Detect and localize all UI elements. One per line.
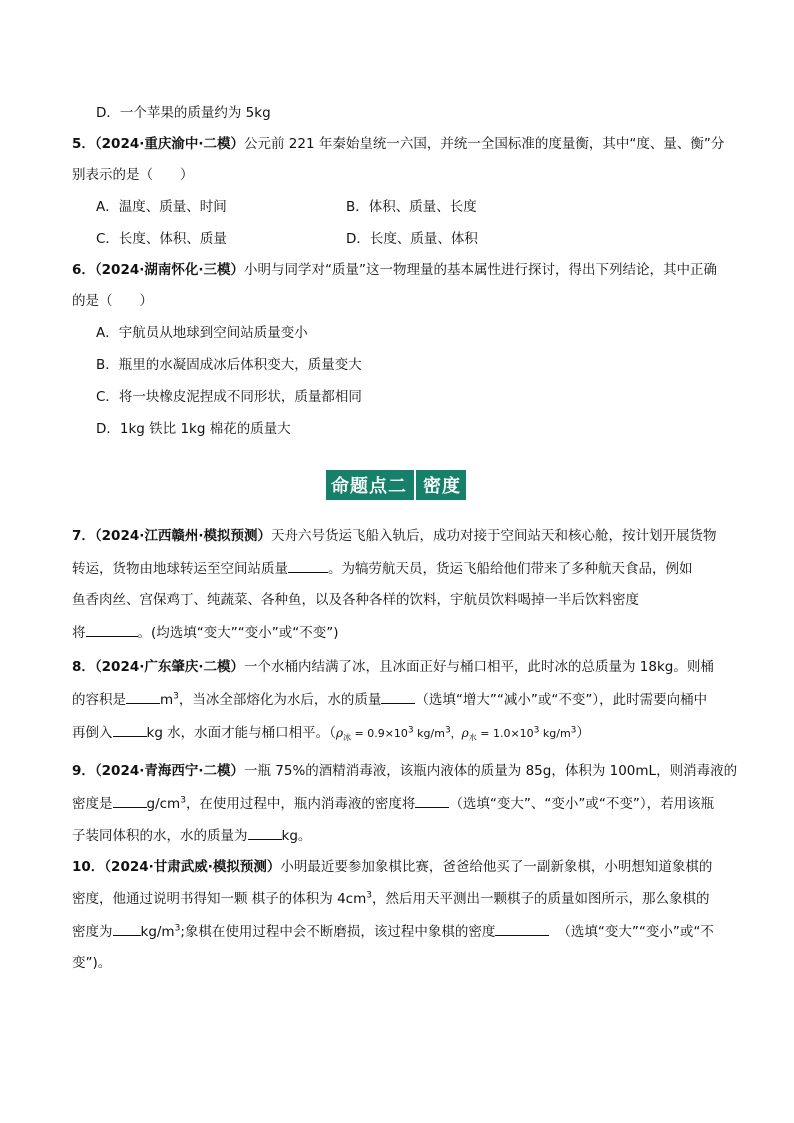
q9-stem-text-2b: ，在使用过程中，瓶内消毒液的密度将 [185,796,416,812]
q8-stem-text-3b: kg 水，水面才能与桶口相平。（ [146,725,336,741]
q8-blank-2[interactable] [381,689,415,704]
q9-blank-3[interactable] [248,825,282,840]
q8-stem-text-2a: 的容积是 [72,692,126,708]
q6-source: （2024·湖南怀化·三模） [94,262,244,278]
q8-rho-water-value: = 1.0×10 [476,727,534,740]
q10-unit: kg/m [140,924,175,940]
section-heading-divider [412,470,418,500]
q8-stem-text-3a: 再倒入 [72,725,113,741]
q9-stem-line-1 [72,761,737,781]
q8-stem-text-1: 一个水桶内结满了冰，且冰面正好与桶口相平，此时冰的总质量为 18kg。则桶 [244,659,714,675]
q8-rho-ice: ρ [335,726,343,740]
q9-stem-line-2 [72,793,714,814]
section-heading-right: 密度 [418,470,466,500]
q10-stem-line-2 [72,889,709,909]
q8-formula-sep: ， [450,727,462,740]
q5-option-d: D．长度、质量、体积 [346,231,478,247]
q8-rho-ice-value: = 0.9×10 [351,727,408,740]
q9-blank-1[interactable] [113,793,147,808]
q8-rho-ice-exp: 3 [407,725,414,736]
q10-blank-1[interactable] [113,921,141,936]
q8-rho-ice-unit: kg/m [413,727,445,740]
q7-stem-line-4 [72,622,339,643]
q8-density-formula [335,725,577,743]
q9-stem-text-2a: 密度是 [72,796,113,812]
q7-blank-2[interactable] [86,622,138,637]
q7-source: （2024·江西赣州·模拟预测） [94,528,271,544]
q8-rho-water-unit-exp: 3 [570,725,577,736]
q8-rho-water-unit: kg/m [539,727,571,740]
q10-source: （2024·甘肃武威·模拟预测） [104,859,281,875]
q8-rho-water-exp: 3 [533,725,540,736]
q8-rho-water: ρ [461,726,469,740]
q8-rho-water-sub: 水 [468,733,477,743]
section-heading [326,470,466,500]
q8-stem-text-2b: ，当冰全部熔化为水后，水的质量 [178,692,382,708]
q10-number: 10． [72,859,105,875]
q6-number: 6． [72,262,95,278]
q5-option-c: C．长度、体积、质量 [96,231,227,247]
q7-number: 7． [72,528,95,544]
q6-option-d: D．1kg 铁比 1kg 棉花的质量大 [96,421,291,437]
q9-number: 9． [72,763,95,779]
q10-stem-text-2b: ，然后用天平测出一颗棋子的质量如图所示，那么象棋的 [371,891,710,907]
q8-rho-ice-sub: 冰 [343,733,351,743]
q6-stem-line-1 [72,260,717,280]
q6-option-a: A．宇航员从地球到空间站质量变小 [96,325,308,341]
q10-volume-exp: 3 [366,890,372,901]
q7-blank-1[interactable] [288,558,328,573]
q8-stem-text-2c: （选填“增大”“减小”或“不变”），此时需要向桶中 [415,692,708,708]
q7-stem-text-4a: 将 [72,625,86,641]
q7-stem-text-4b: 。(均选填“变大”“变小”或“不变”) [137,625,339,641]
q10-blank-2[interactable] [495,921,549,936]
q8-source: （2024·广东肇庆·二模） [94,659,244,675]
q8-stem-line-3 [72,722,590,748]
q5-option-b: B．体积、质量、长度 [346,199,477,215]
q9-stem-line-3 [72,825,311,846]
q8-number: 8． [72,659,95,675]
q7-stem-text-2b: 。为犒劳航天员，货运飞船给他们带来了多种航天食品，例如 [328,561,693,577]
q8-formula-close: ） [576,725,590,741]
q5-stem-text-1: 公元前 221 年秦始皇统一六国，并统一全国标准的度量衡，其中“度、量、衡”分 [244,136,725,152]
q5-option-a: A．温度、质量、时间 [96,199,227,215]
q9-source: （2024·青海西宁·二模） [94,763,244,779]
q7-stem-line-2 [72,558,693,579]
q8-blank-1[interactable] [126,689,160,704]
q10-unit-exp: 3 [174,923,181,934]
q5-source: （2024·重庆渝中·二模） [94,136,244,152]
q10-stem-text-3c: ;象棋在使用过程中会不断磨损，该过程中象棋的密度 [180,924,496,940]
q9-unit-exp: 3 [180,795,186,806]
q7-stem-line-1 [72,526,717,546]
q6-option-c: C．将一块橡皮泥捏成不同形状，质量都相同 [96,389,362,405]
q4-option-d: D．一个苹果的质量约为 5kg [96,105,271,121]
q10-stem-text-2a: 密度，他通过说明书得知一颗 棋子的体积为 4cm [72,891,367,907]
section-heading-left: 命题点二 [326,470,412,500]
q10-stem-line-3 [72,921,714,942]
q8-stem-line-2 [72,689,707,710]
q8-rho-ice-unit-exp: 3 [444,725,451,736]
q10-stem-text-3d: （选填“变大”“变小”或“不 [557,924,714,940]
q7-stem-text-1: 天舟六号货运飞船入轨后，成功对接于空间站天和核心舱，按计划开展货物 [271,528,717,544]
q5-stem-line-2: 别表示的是（ ） [72,167,194,183]
q9-blank-2[interactable] [415,793,449,808]
q5-number: 5． [72,136,95,152]
q9-stem-text-1: 一瓶 75%的酒精消毒液，该瓶内液体的质量为 85g，体积为 100mL，则消毒液的 [244,763,738,779]
q8-unit-m: m [160,692,174,708]
q6-stem-line-2: 的是（ ） [72,293,153,309]
q8-unit-exp: 3 [173,691,179,702]
q8-blank-3[interactable] [113,722,147,737]
q9-stem-text-3b: kg。 [281,828,312,844]
q5-stem-line-1 [72,134,724,154]
q10-stem-text-3a: 密度为 [72,924,113,940]
q9-stem-text-2c: （选填“变大”、“变小”或“不变”），若用该瓶 [449,796,715,812]
q10-stem-text-1: 小明最近要参加象棋比赛，爸爸给他买了一副新象棋，小明想知道象棋的 [280,859,713,875]
q6-stem-text-1: 小明与同学对“质量”这一物理量的基本属性进行探讨，得出下列结论，其中正确 [244,262,717,278]
q7-stem-text-2a: 转运，货物由地球转运至空间站质量 [72,561,288,577]
q9-unit: g/cm [146,796,181,812]
q10-stem-line-1 [72,857,712,877]
q7-stem-line-3: 鱼香肉丝、宫保鸡丁、纯蔬菜、各种鱼，以及各种各样的饮料，宇航员饮料喝掉一半后饮料密度 [72,592,639,608]
q8-stem-line-1 [72,657,714,677]
q6-option-b: B．瓶里的水凝固成冰后体积变大，质量变大 [96,357,362,373]
q9-stem-text-3a: 子装同体积的水，水的质量为 [72,828,248,844]
q10-stem-line-4: 变”)。 [72,955,112,971]
